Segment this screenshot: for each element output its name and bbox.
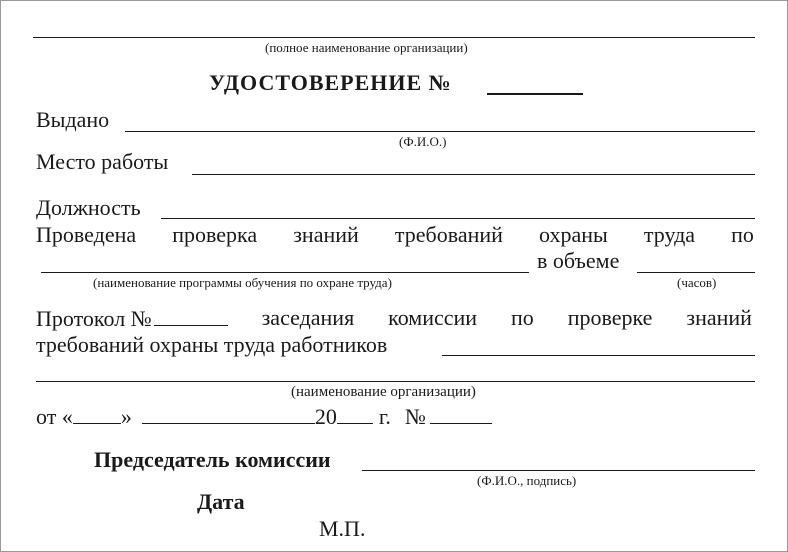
certificate-title: УДОСТОВЕРЕНИЕ № — [209, 70, 452, 95]
check-word: требований — [394, 222, 503, 247]
organization-line-2[interactable] — [36, 381, 755, 382]
protocol-number-group — [36, 305, 228, 332]
org-caption-2: (наименование организации) — [291, 384, 476, 400]
check-word: по — [731, 222, 754, 247]
protocol-number-line[interactable] — [154, 305, 228, 326]
program-caption: (наименование программы обучения по охране труда) — [93, 275, 392, 290]
organization-caption: (полное наименование организации) — [265, 40, 468, 55]
issued-to-line[interactable] — [125, 131, 755, 132]
check-word: Проведена — [36, 222, 137, 247]
position-label: Должность — [36, 195, 141, 220]
date-from-label: от « — [36, 404, 73, 429]
protocol-word: заседания — [261, 305, 355, 330]
issued-to-label: Выдано — [36, 107, 110, 132]
protocol-line2: требований охраны труда работников — [36, 332, 388, 357]
date-number-sign: № — [404, 404, 426, 429]
check-word: охраны — [539, 222, 608, 247]
chairman-signature-line[interactable] — [362, 470, 755, 471]
chairman-label: Председатель комиссии — [94, 447, 331, 472]
year-line[interactable] — [337, 403, 373, 424]
hours-caption: (часов) — [677, 275, 717, 290]
protocol-word: комиссии — [388, 305, 478, 330]
date-row — [36, 403, 492, 430]
issued-to-caption: (Ф.И.О.) — [399, 134, 447, 149]
protocol-number-label: Протокол № — [36, 306, 152, 331]
year-prefix: 20 — [314, 404, 337, 429]
protocol-word: проверке — [567, 305, 653, 330]
date-quote-close: » — [120, 404, 132, 429]
organization-name-line[interactable] — [33, 37, 755, 38]
check-word: знаний — [293, 222, 359, 247]
chairman-caption: (Ф.И.О., подпись) — [477, 473, 577, 488]
check-word: проверка — [172, 222, 258, 247]
workers-org-line[interactable] — [442, 355, 755, 356]
certificate-number-line[interactable] — [487, 93, 583, 95]
training-program-line[interactable] — [41, 272, 529, 273]
year-suffix: г. — [378, 404, 391, 429]
check-word: труда — [643, 222, 696, 247]
day-line[interactable] — [73, 403, 121, 424]
date-number-line[interactable] — [430, 403, 492, 424]
protocol-word: знаний — [686, 305, 752, 330]
stamp-place: М.П. — [319, 516, 366, 541]
date-label: Дата — [197, 489, 245, 514]
protocol-word: по — [511, 305, 534, 330]
workplace-line[interactable] — [192, 174, 755, 175]
hours-line[interactable] — [637, 272, 755, 273]
protocol-row — [36, 305, 752, 332]
volume-label: в объеме — [537, 248, 620, 273]
month-line[interactable] — [142, 403, 315, 424]
position-line[interactable] — [161, 218, 755, 219]
check-sentence-row — [36, 222, 754, 248]
workplace-label: Место работы — [36, 149, 169, 174]
